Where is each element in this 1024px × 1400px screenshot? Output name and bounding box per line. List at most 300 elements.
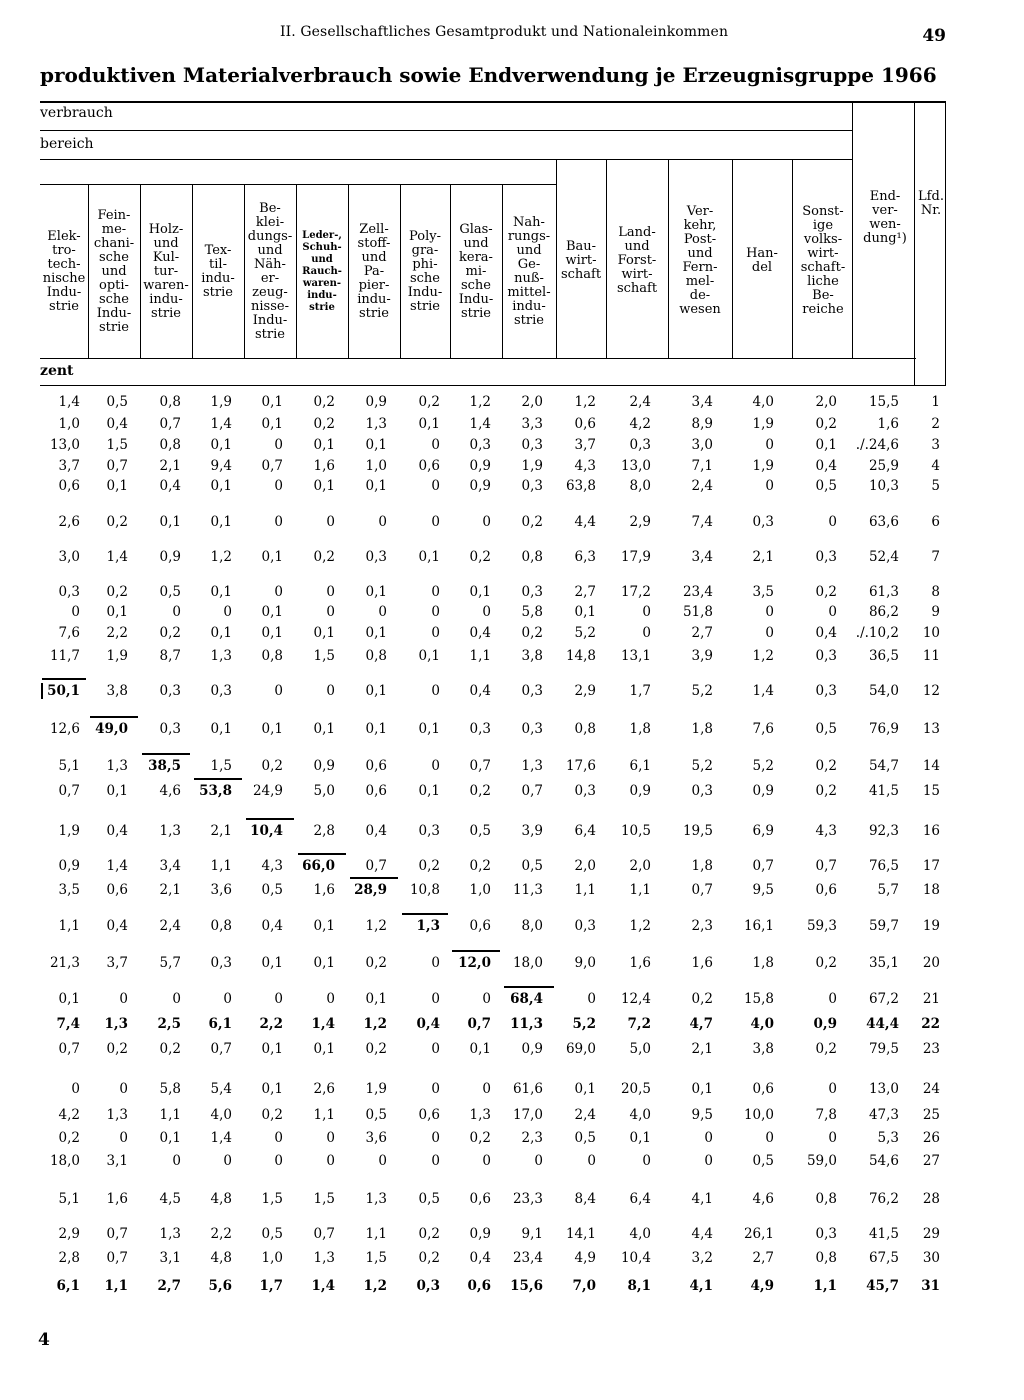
table-cell: 0,1 bbox=[365, 478, 387, 494]
table-cell: 1,3 bbox=[313, 1250, 335, 1266]
table-cell: 0,1 bbox=[159, 514, 181, 530]
table-cell: 5,4 bbox=[210, 1081, 232, 1097]
table-cell: 0 bbox=[431, 683, 440, 699]
table-cell: 1,1 bbox=[58, 918, 80, 934]
table-cell: 8,1 bbox=[627, 1278, 651, 1294]
table-cell: 0,2 bbox=[418, 858, 440, 874]
table-cell: 1,3 bbox=[210, 648, 232, 664]
table-cell: 0 bbox=[378, 1153, 387, 1169]
table-cell: ./.10,2 bbox=[855, 625, 899, 641]
table-cell: 13,0 bbox=[868, 1081, 899, 1097]
table-cell: 1,7 bbox=[629, 683, 651, 699]
column-header: Nah- rungs- und Ge- nuß- mittel- indu- strie bbox=[507, 215, 551, 328]
table-cell: 16,1 bbox=[743, 918, 774, 934]
column-header: End- ver- wen- dung¹) bbox=[863, 189, 907, 246]
table-cell: 38,5 bbox=[148, 758, 181, 774]
row-number-cell: 19 bbox=[922, 918, 940, 934]
table-cell: 5,1 bbox=[58, 1191, 80, 1207]
column-header: Lfd. Nr. bbox=[918, 189, 944, 218]
table-cell: 0 bbox=[431, 604, 440, 620]
table-cell: 1,9 bbox=[106, 648, 128, 664]
table-cell: 15,8 bbox=[743, 991, 774, 1007]
table-cell: 3,2 bbox=[691, 1250, 713, 1266]
table-cell: 0 bbox=[642, 625, 651, 641]
header-rule-3 bbox=[40, 159, 852, 160]
table-cell: 0,6 bbox=[467, 1278, 491, 1294]
table-cell: 0,2 bbox=[521, 514, 543, 530]
table-cell: 0,1 bbox=[365, 683, 387, 699]
table-cell: 1,0 bbox=[365, 458, 387, 474]
table-cell: 76,9 bbox=[868, 721, 899, 737]
table-cell: 3,4 bbox=[691, 549, 713, 565]
table-cell: 0 bbox=[431, 955, 440, 971]
table-cell: 0 bbox=[765, 437, 774, 453]
table-cell: 19,5 bbox=[682, 823, 713, 839]
table-cell: 0,1 bbox=[106, 604, 128, 620]
table-cell: 1,4 bbox=[210, 1130, 232, 1146]
table-cell: 0,1 bbox=[261, 1041, 283, 1057]
diagonal-underline bbox=[298, 853, 346, 855]
table-cell: 2,8 bbox=[58, 1250, 80, 1266]
table-cell: 49,0 bbox=[95, 721, 128, 737]
table-cell: 0,6 bbox=[418, 1107, 440, 1123]
table-cell: 0 bbox=[765, 1130, 774, 1146]
table-cell: 0,1 bbox=[261, 955, 283, 971]
column-header: Tex- til- indu- strie bbox=[201, 243, 235, 300]
table-cell: 0 bbox=[119, 1081, 128, 1097]
table-cell: 2,1 bbox=[210, 823, 232, 839]
table-cell: 0,2 bbox=[159, 625, 181, 641]
table-cell: 0,1 bbox=[691, 1081, 713, 1097]
table-cell: 1,2 bbox=[363, 1278, 387, 1294]
table-cell: 6,1 bbox=[56, 1278, 80, 1294]
table-cell: 13,0 bbox=[49, 437, 80, 453]
table-cell: 1,4 bbox=[469, 416, 491, 432]
table-cell: 0,3 bbox=[815, 549, 837, 565]
table-cell: 0,3 bbox=[752, 514, 774, 530]
table-cell: 0,7 bbox=[313, 1226, 335, 1242]
table-cell: 0 bbox=[431, 1130, 440, 1146]
table-cell: 1,5 bbox=[313, 648, 335, 664]
table-cell: 0,1 bbox=[418, 783, 440, 799]
table-cell: 1,7 bbox=[259, 1278, 283, 1294]
table-cell: 1,9 bbox=[365, 1081, 387, 1097]
row-number-cell: 16 bbox=[922, 823, 940, 839]
table-cell: 23,4 bbox=[512, 1250, 543, 1266]
table-cell: 0,5 bbox=[159, 584, 181, 600]
table-cell: 52,4 bbox=[868, 549, 899, 565]
table-cell: 47,3 bbox=[868, 1107, 899, 1123]
table-cell: 25,9 bbox=[868, 458, 899, 474]
table-cell: 0,1 bbox=[365, 721, 387, 737]
table-cell: 1,8 bbox=[629, 721, 651, 737]
table-cell: 4,3 bbox=[815, 823, 837, 839]
table-cell: 3,7 bbox=[58, 458, 80, 474]
table-cell: 10,5 bbox=[620, 823, 651, 839]
table-cell: 0,2 bbox=[261, 1107, 283, 1123]
row-number-cell: 18 bbox=[922, 882, 940, 898]
table-cell: 0,4 bbox=[365, 823, 387, 839]
table-cell: 0,1 bbox=[469, 1041, 491, 1057]
table-cell: 4,2 bbox=[58, 1107, 80, 1123]
table-cell: 0,1 bbox=[418, 648, 440, 664]
table-cell: 5,2 bbox=[752, 758, 774, 774]
table-cell: 0,3 bbox=[574, 918, 596, 934]
table-cell: 1,0 bbox=[261, 1250, 283, 1266]
table-cell: 17,2 bbox=[620, 584, 651, 600]
table-cell: 54,7 bbox=[868, 758, 899, 774]
table-cell: 0 bbox=[274, 683, 283, 699]
table-cell: 0,1 bbox=[159, 1130, 181, 1146]
table-cell: 1,1 bbox=[629, 882, 651, 898]
table-cell: 1,1 bbox=[159, 1107, 181, 1123]
table-cell: 28,9 bbox=[354, 882, 387, 898]
table-cell: 0 bbox=[642, 604, 651, 620]
table-cell: 0,4 bbox=[106, 823, 128, 839]
table-cell: 0,1 bbox=[58, 991, 80, 1007]
table-cell: 0,3 bbox=[629, 437, 651, 453]
group-label-bereich: bereich bbox=[40, 136, 94, 152]
table-cell: 0,7 bbox=[691, 882, 713, 898]
table-cell: 1,1 bbox=[313, 1107, 335, 1123]
column-header: Zell- stoff- und Pa- pier- indu- strie bbox=[357, 222, 391, 321]
table-cell: 0,7 bbox=[58, 783, 80, 799]
table-cell: 0,7 bbox=[261, 458, 283, 474]
table-cell: 0,1 bbox=[629, 1130, 651, 1146]
table-cell: 0 bbox=[431, 991, 440, 1007]
table-cell: 0 bbox=[765, 604, 774, 620]
table-cell: 0 bbox=[223, 604, 232, 620]
table-cell: 1,2 bbox=[210, 549, 232, 565]
table-cell: 1,6 bbox=[106, 1191, 128, 1207]
table-cell: 23,3 bbox=[512, 1191, 543, 1207]
table-cell: 0,3 bbox=[159, 683, 181, 699]
table-cell: 1,4 bbox=[58, 394, 80, 410]
group-label-verbrauch: verbrauch bbox=[40, 105, 113, 121]
table-cell: 0 bbox=[119, 991, 128, 1007]
table-cell: 0,1 bbox=[365, 437, 387, 453]
row-number-cell: 22 bbox=[921, 1016, 940, 1032]
table-cell: 0,9 bbox=[159, 549, 181, 565]
table-cell: 3,4 bbox=[691, 394, 713, 410]
row-number-cell: 31 bbox=[921, 1278, 940, 1294]
table-cell: 4,0 bbox=[750, 1016, 774, 1032]
table-cell: 1,1 bbox=[813, 1278, 837, 1294]
table-cell: 0,7 bbox=[106, 458, 128, 474]
table-cell: 63,8 bbox=[565, 478, 596, 494]
table-cell: 0,6 bbox=[58, 478, 80, 494]
table-cell: 0,3 bbox=[365, 549, 387, 565]
table-cell: 2,4 bbox=[691, 478, 713, 494]
table-cell: 9,1 bbox=[521, 1226, 543, 1242]
table-cell: 2,1 bbox=[159, 882, 181, 898]
table-cell: 3,7 bbox=[574, 437, 596, 453]
table-cell: 0,7 bbox=[752, 858, 774, 874]
header-rule-unit bbox=[40, 385, 946, 386]
table-cell: 0 bbox=[828, 1130, 837, 1146]
diagonal-underline bbox=[42, 678, 86, 680]
table-cell: 0,6 bbox=[752, 1081, 774, 1097]
table-cell: 0,9 bbox=[813, 1016, 837, 1032]
table-cell: 3,8 bbox=[521, 648, 543, 664]
table-cell: 1,4 bbox=[106, 549, 128, 565]
table-cell: 0,2 bbox=[469, 549, 491, 565]
table-cell: 0 bbox=[431, 514, 440, 530]
table-cell: 0,3 bbox=[159, 721, 181, 737]
table-cell: 0,2 bbox=[691, 991, 713, 1007]
table-cell: 0 bbox=[326, 584, 335, 600]
table-cell: 3,8 bbox=[752, 1041, 774, 1057]
table-cell: 5,6 bbox=[208, 1278, 232, 1294]
table-cell: 2,3 bbox=[691, 918, 713, 934]
table-cell: 0,3 bbox=[469, 437, 491, 453]
table-cell: 10,8 bbox=[409, 882, 440, 898]
table-cell: 1,4 bbox=[311, 1278, 335, 1294]
table-cell: 1,1 bbox=[104, 1278, 128, 1294]
table-cell: 0 bbox=[274, 1130, 283, 1146]
table-cell: 41,5 bbox=[868, 1226, 899, 1242]
table-cell: 8,4 bbox=[574, 1191, 596, 1207]
table-cell: 2,9 bbox=[629, 514, 651, 530]
table-cell: 4,8 bbox=[210, 1191, 232, 1207]
table-cell: 0,5 bbox=[261, 882, 283, 898]
table-cell: 2,2 bbox=[259, 1016, 283, 1032]
table-cell: 0 bbox=[274, 437, 283, 453]
row-number-cell: 17 bbox=[922, 858, 940, 874]
row-number-cell: 15 bbox=[922, 783, 940, 799]
table-cell: 1,1 bbox=[365, 1226, 387, 1242]
table-cell: 0 bbox=[482, 1153, 491, 1169]
table-cell: 0,1 bbox=[313, 437, 335, 453]
row-number-cell: 23 bbox=[922, 1041, 940, 1057]
table-cell: 2,1 bbox=[691, 1041, 713, 1057]
row-number-cell: 11 bbox=[922, 648, 940, 664]
table-cell: 51,8 bbox=[682, 604, 713, 620]
table-cell: 2,7 bbox=[157, 1278, 181, 1294]
table-cell: 0,7 bbox=[106, 1250, 128, 1266]
table-cell: 1,2 bbox=[363, 1016, 387, 1032]
table-cell: 50,1 bbox=[41, 683, 80, 699]
table-cell: 2,5 bbox=[157, 1016, 181, 1032]
table-cell: 3,7 bbox=[106, 955, 128, 971]
table-cell: 0,1 bbox=[261, 394, 283, 410]
table-cell: 0,2 bbox=[815, 1041, 837, 1057]
table-cell: 0 bbox=[378, 514, 387, 530]
table-cell: 0,7 bbox=[106, 1226, 128, 1242]
table-cell: 5,2 bbox=[572, 1016, 596, 1032]
table-cell: 1,2 bbox=[752, 648, 774, 664]
table-cell: 0,7 bbox=[210, 1041, 232, 1057]
table-cell: 0,1 bbox=[210, 721, 232, 737]
table-cell: 1,9 bbox=[58, 823, 80, 839]
header-rule-4 bbox=[40, 184, 556, 185]
table-cell: 0,2 bbox=[261, 758, 283, 774]
row-number-cell: 14 bbox=[922, 758, 940, 774]
table-cell: 0,4 bbox=[416, 1016, 440, 1032]
table-cell: 3,1 bbox=[106, 1153, 128, 1169]
column-header: Be- klei- dungs- und Näh- er- zeug- nisse- Indu- strie bbox=[247, 201, 293, 342]
table-cell: 0,5 bbox=[521, 858, 543, 874]
table-cell: 4,3 bbox=[574, 458, 596, 474]
diagonal-underline bbox=[90, 716, 138, 718]
table-cell: 5,0 bbox=[313, 783, 335, 799]
table-cell: 0 bbox=[326, 1153, 335, 1169]
table-cell: 7,8 bbox=[815, 1107, 837, 1123]
table-cell: 0,7 bbox=[815, 858, 837, 874]
table-cell: 76,5 bbox=[868, 858, 899, 874]
table-cell: 86,2 bbox=[868, 604, 899, 620]
table-cell: 0,5 bbox=[574, 1130, 596, 1146]
table-cell: 3,0 bbox=[58, 549, 80, 565]
table-cell: 4,2 bbox=[629, 416, 651, 432]
table-cell: 1,8 bbox=[691, 721, 713, 737]
table-cell: 0,1 bbox=[574, 1081, 596, 1097]
table-cell: 5,2 bbox=[574, 625, 596, 641]
table-cell: 0 bbox=[172, 1153, 181, 1169]
table-cell: 0,5 bbox=[418, 1191, 440, 1207]
table-cell: 0 bbox=[642, 1153, 651, 1169]
table-cell: 0,2 bbox=[521, 625, 543, 641]
row-number-cell: 13 bbox=[922, 721, 940, 737]
diagonal-underline bbox=[504, 986, 554, 988]
table-cell: 8,9 bbox=[691, 416, 713, 432]
table-cell: 10,3 bbox=[868, 478, 899, 494]
table-cell: 7,6 bbox=[752, 721, 774, 737]
table-cell: 12,6 bbox=[49, 721, 80, 737]
table-cell: 69,0 bbox=[565, 1041, 596, 1057]
table-cell: 0,1 bbox=[261, 721, 283, 737]
row-number-cell: 27 bbox=[922, 1153, 940, 1169]
table-cell: 66,0 bbox=[302, 858, 335, 874]
row-number-cell: 1 bbox=[931, 394, 940, 410]
table-cell: 7,4 bbox=[56, 1016, 80, 1032]
table-cell: 2,6 bbox=[58, 514, 80, 530]
table-cell: 0,1 bbox=[210, 625, 232, 641]
table-cell: 0,3 bbox=[815, 1226, 837, 1242]
diagonal-underline bbox=[350, 877, 398, 879]
row-number-cell: 3 bbox=[931, 437, 940, 453]
table-cell: 2,6 bbox=[313, 1081, 335, 1097]
table-cell: 1,3 bbox=[159, 1226, 181, 1242]
table-cell: 45,7 bbox=[866, 1278, 899, 1294]
table-cell: 15,5 bbox=[868, 394, 899, 410]
table-cell: 8,0 bbox=[629, 478, 651, 494]
table-cell: 0,2 bbox=[106, 584, 128, 600]
table-cell: 0 bbox=[828, 1081, 837, 1097]
table-cell: 92,3 bbox=[868, 823, 899, 839]
table-cell: 1,9 bbox=[521, 458, 543, 474]
table-cell: 2,2 bbox=[106, 625, 128, 641]
table-cell: 0,1 bbox=[365, 625, 387, 641]
table-cell: 4,0 bbox=[210, 1107, 232, 1123]
row-number-cell: 2 bbox=[931, 416, 940, 432]
table-cell: 0,6 bbox=[106, 882, 128, 898]
diagonal-underline bbox=[402, 913, 448, 915]
table-cell: 0 bbox=[828, 991, 837, 1007]
header-rule-2 bbox=[40, 130, 852, 131]
table-cell: 0,5 bbox=[752, 1153, 774, 1169]
table-cell: 3,9 bbox=[521, 823, 543, 839]
table-cell: 5,7 bbox=[159, 955, 181, 971]
table-cell: 0,3 bbox=[416, 1278, 440, 1294]
table-cell: 1,4 bbox=[752, 683, 774, 699]
table-cell: 0,3 bbox=[521, 584, 543, 600]
row-number-cell: 6 bbox=[931, 514, 940, 530]
row-number-cell: 10 bbox=[922, 625, 940, 641]
table-cell: 6,1 bbox=[629, 758, 651, 774]
table-cell: 0,8 bbox=[521, 549, 543, 565]
page-number: 49 bbox=[922, 26, 946, 46]
table-cell: 0,9 bbox=[469, 458, 491, 474]
table-cell: 2,2 bbox=[210, 1226, 232, 1242]
table-cell: 13,1 bbox=[620, 648, 651, 664]
table-cell: 0,3 bbox=[521, 437, 543, 453]
table-cell: 23,4 bbox=[682, 584, 713, 600]
table-cell: 0,1 bbox=[210, 514, 232, 530]
table-cell: 1,4 bbox=[210, 416, 232, 432]
table-cell: 0,6 bbox=[365, 783, 387, 799]
table-cell: 1,1 bbox=[210, 858, 232, 874]
table-cell: 0,1 bbox=[261, 416, 283, 432]
table-cell: 3,6 bbox=[210, 882, 232, 898]
table-cell: 13,0 bbox=[620, 458, 651, 474]
row-number-cell: 28 bbox=[922, 1191, 940, 1207]
table-cell: 1,3 bbox=[416, 918, 440, 934]
table-cell: 2,7 bbox=[752, 1250, 774, 1266]
table-cell: 0 bbox=[431, 1081, 440, 1097]
table-cell: 0 bbox=[119, 1130, 128, 1146]
column-header: Ver- kehr, Post- und Fern- mel- de- wesen bbox=[679, 203, 721, 317]
table-cell: 0 bbox=[223, 1153, 232, 1169]
table-cell: 0,7 bbox=[159, 416, 181, 432]
table-cell: 0,8 bbox=[815, 1191, 837, 1207]
table-cell: 0,1 bbox=[469, 584, 491, 600]
diagonal-underline bbox=[452, 950, 500, 952]
table-cell: 1,3 bbox=[469, 1107, 491, 1123]
table-cell: 0 bbox=[326, 514, 335, 530]
table-cell: 0,1 bbox=[261, 604, 283, 620]
table-cell: 0 bbox=[482, 514, 491, 530]
table-cell: 1,2 bbox=[469, 394, 491, 410]
table-cell: 4,3 bbox=[261, 858, 283, 874]
table-cell: 0,1 bbox=[418, 721, 440, 737]
table-cell: 10,4 bbox=[250, 823, 283, 839]
table-cell: 0 bbox=[431, 625, 440, 641]
table-cell: 0,7 bbox=[365, 858, 387, 874]
table-cell: 0,8 bbox=[159, 394, 181, 410]
table-cell: 0,2 bbox=[159, 1041, 181, 1057]
table-cell: 0,4 bbox=[261, 918, 283, 934]
table-cell: 4,1 bbox=[689, 1278, 713, 1294]
table-cell: 6,1 bbox=[208, 1016, 232, 1032]
table-cell: 2,7 bbox=[574, 584, 596, 600]
table-cell: 0,5 bbox=[815, 721, 837, 737]
table-cell: 61,6 bbox=[512, 1081, 543, 1097]
table-cell: 3,8 bbox=[106, 683, 128, 699]
table-cell: 0 bbox=[326, 1130, 335, 1146]
table-cell: 0,1 bbox=[313, 1041, 335, 1057]
table-cell: 0,1 bbox=[313, 625, 335, 641]
table-cell: 1,9 bbox=[752, 416, 774, 432]
table-cell: 0 bbox=[587, 1153, 596, 1169]
table-cell: 0 bbox=[172, 991, 181, 1007]
table-cell: 0 bbox=[71, 604, 80, 620]
table-cell: 4,4 bbox=[574, 514, 596, 530]
table-cell: 2,0 bbox=[815, 394, 837, 410]
table-cell: 0,3 bbox=[521, 478, 543, 494]
table-cell: 12,0 bbox=[458, 955, 491, 971]
table-cell: 0 bbox=[587, 991, 596, 1007]
